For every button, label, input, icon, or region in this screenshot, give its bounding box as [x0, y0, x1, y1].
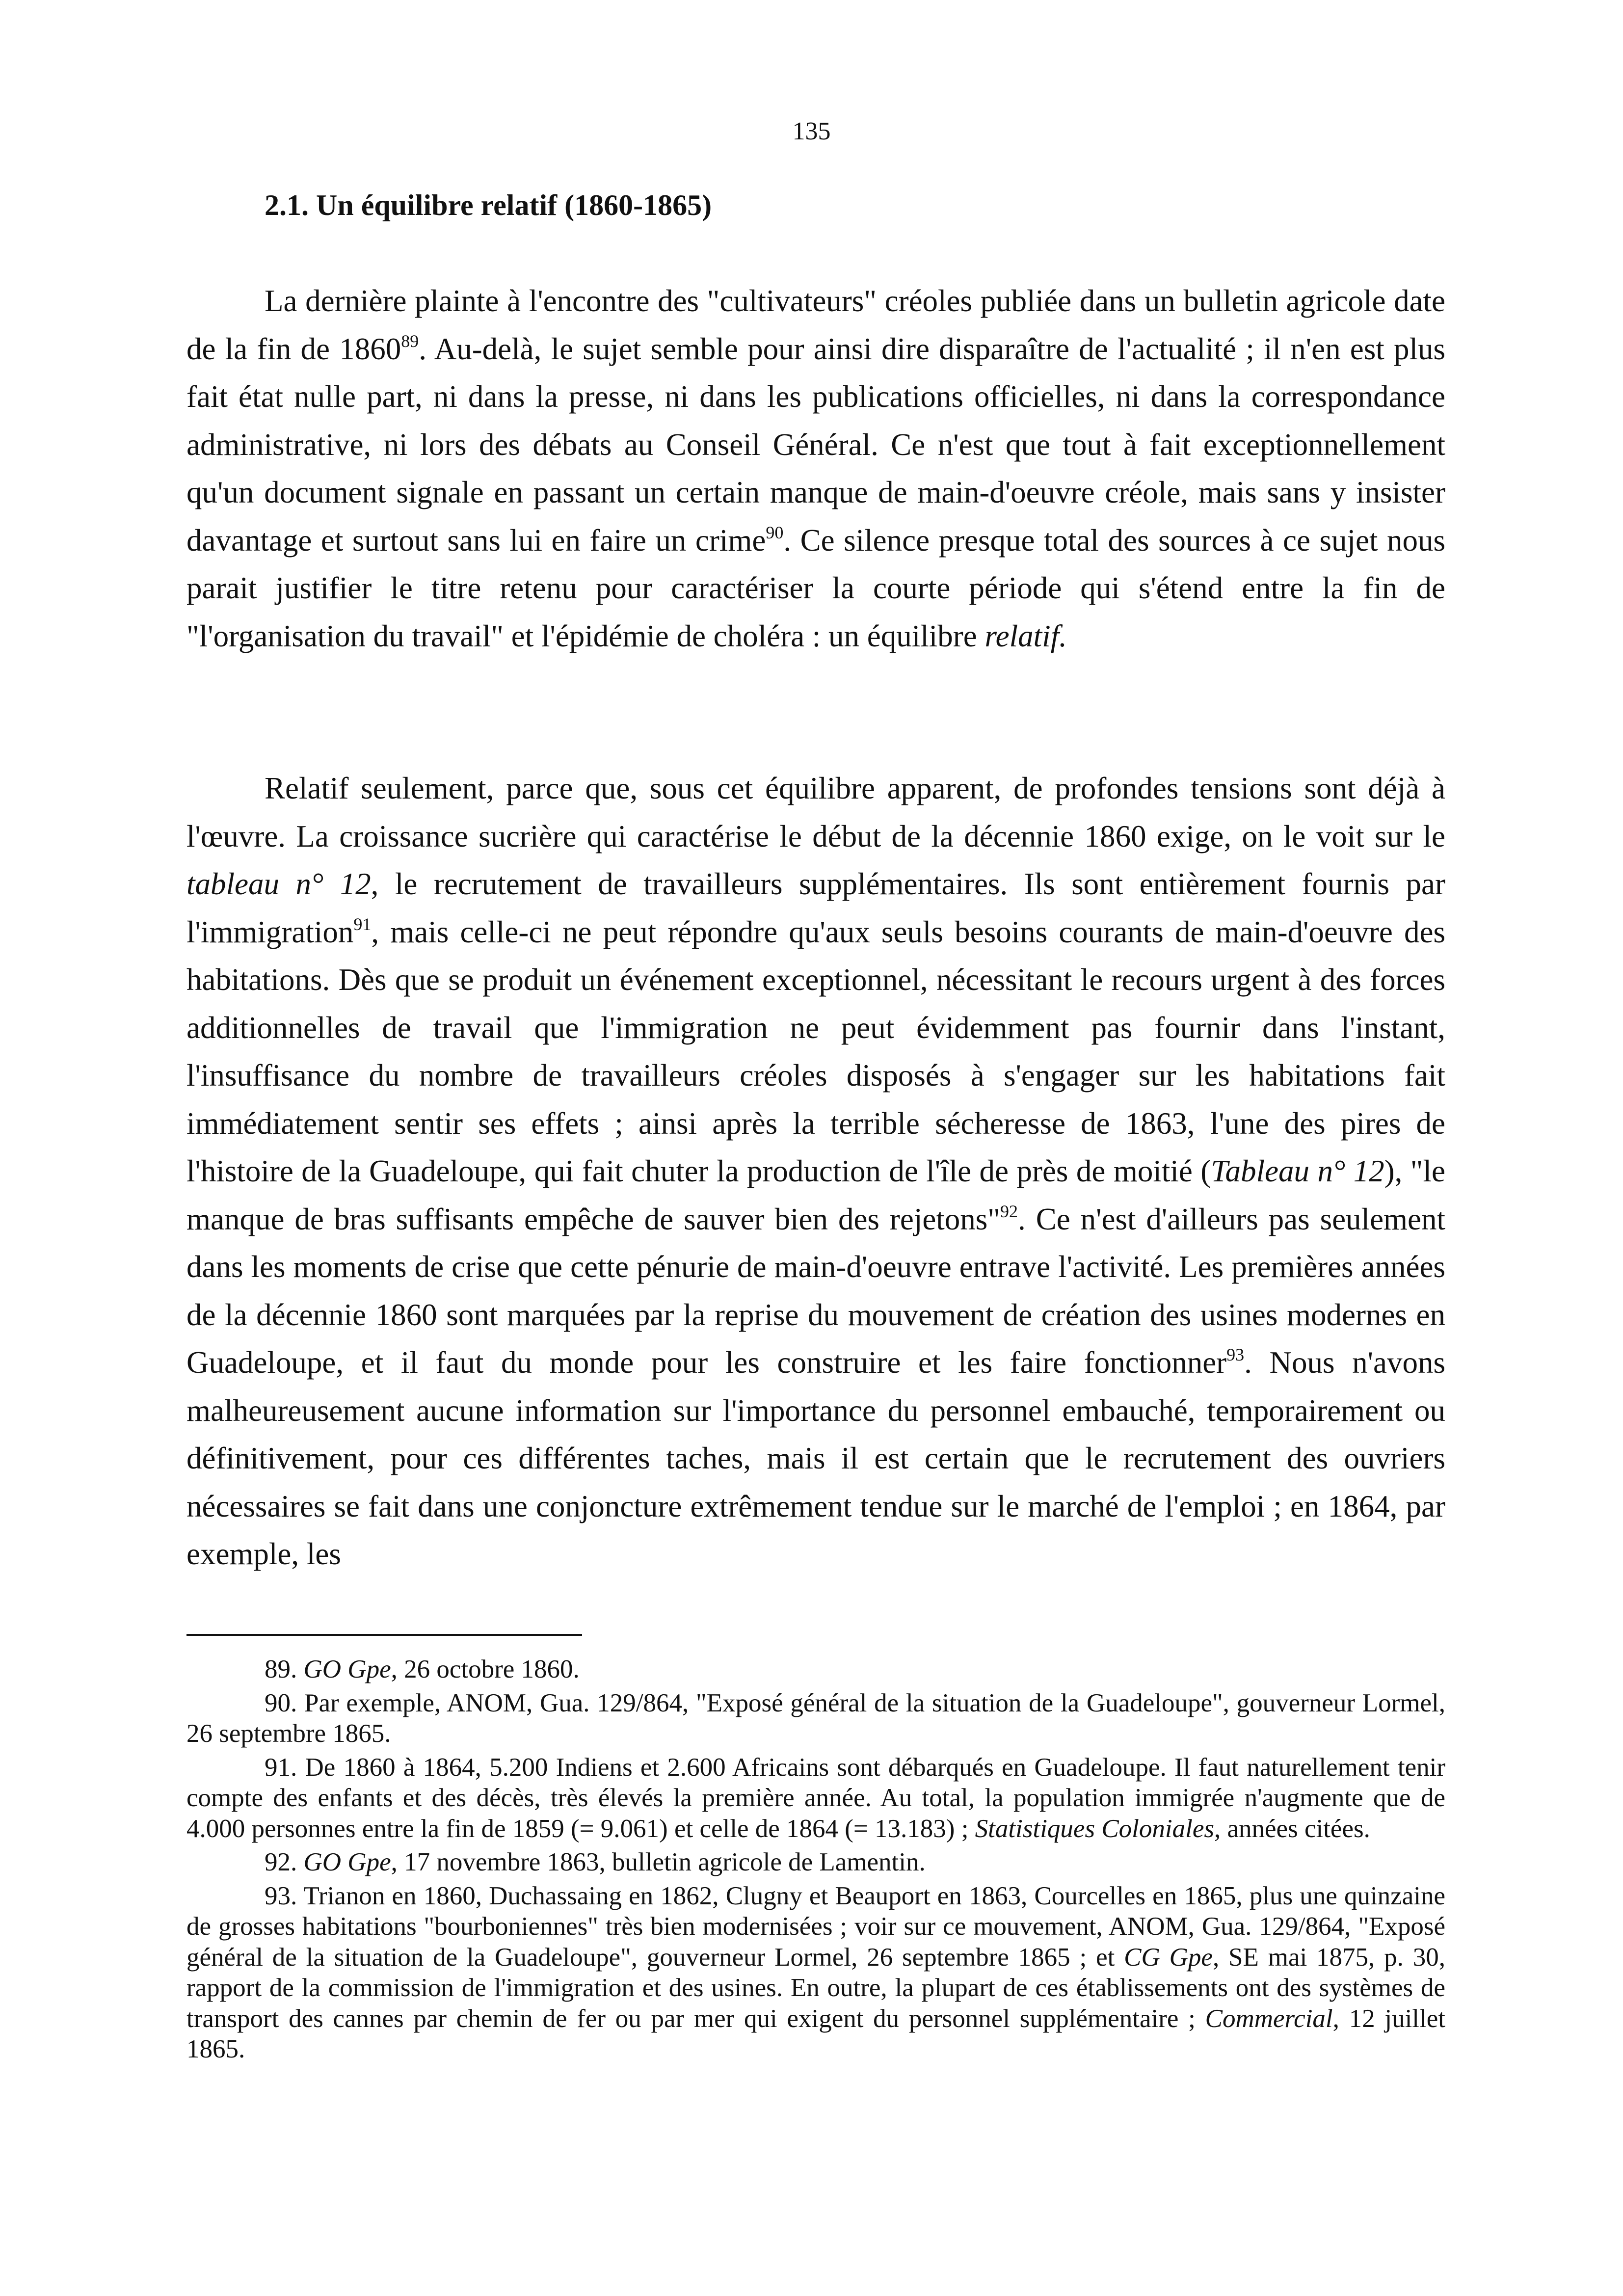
- table-reference: Tableau n° 12: [1211, 1154, 1384, 1188]
- paragraph-2-text-d: ), "le manque de bras suffisants empêche de sauver bien des rejetons": [186, 1154, 1445, 1236]
- paragraph-1-text-c: . Ce silence presque total des sources à ce sujet nous parait justifier le titre retenu pour caractériser la courte période qui s'étend entre la fin de "l'organisation du travail" et l'épidémie de choléra : un équilibre: [186, 523, 1445, 653]
- paragraph-2-text-c: , mais celle-ci ne peut répondre qu'aux seuls besoins courants de main-d'oeuvre des habitations. Dès que se produit un événement exceptionnel, nécessitant le recours urgent à des forces additionnelles de travail que l'immigration ne peut évidemment pas fournir dans l'instant, l'insuffisance du nombre de travailleurs créoles disposés à s'engager sur les habitations fait immédiatement sentir ses effets ; ainsi après la terrible sécheresse de 1863, l'une des pires de l'histoire de la Guadeloupe, qui fait chuter la production de l'île de près de moitié (: [186, 914, 1445, 1188]
- footnote-ref-91[interactable]: 91: [353, 914, 372, 934]
- footnote-ref-93[interactable]: 93: [1226, 1345, 1245, 1364]
- paragraph-1-emphasis: relatif.: [984, 618, 1067, 653]
- section-title: 2.1. Un équilibre relatif (1860-1865): [265, 189, 712, 221]
- footnote-text: , 26 octobre 1860.: [391, 1655, 580, 1683]
- paragraph-1-text-a: La dernière plainte à l'encontre des "cultivateurs" créoles publiée dans un bulletin agricole date de la fin de 1860: [186, 284, 1445, 366]
- footnote-text: De 1860 à 1864, 5.200 Indiens et 2.600 Africains sont débarqués en Guadeloupe. Il faut naturellement tenir compte des enfants et des décès, très élevés la première année. Au total, la population immigrée n'augmente que de 4.000 personnes entre la fin de 1859 (= 9.061) et celle de 1864 (= 13.183) ;: [186, 1753, 1446, 1843]
- footnote-93: [186, 1881, 1445, 2065]
- footnote-number: 90.: [265, 1688, 305, 1717]
- footnote-text-mid: , SE mai 1875, p. 30, rapport de la commission de l'immigration et des usines. En outre, la plupart de ces établissements ont des systèmes de transport des cannes par chemin de fer ou par mer qui exigent du personnel supplémentaire ;: [186, 1943, 1445, 2033]
- footnote-number: 93.: [265, 1881, 304, 1910]
- footnote-source: GO Gpe: [303, 1848, 391, 1876]
- footnote-number: 92.: [265, 1848, 304, 1876]
- footnote-text: Trianon en 1860, Duchassaing en 1862, Clugny et Beauport en 1863, Courcelles en 1865, plus une quinzaine de grosses habitations "bourboniennes" très bien modernisées ; voir sur ce mouvement, ANOM, Gua. 129/864, "Exposé général de la situation de la Guadeloupe", gouverneur Lormel, 26 septembre 1865 ; et: [186, 1881, 1445, 1972]
- footnote-source: Statistiques Coloniales: [975, 1814, 1214, 1843]
- footnote-ref-90[interactable]: 90: [766, 522, 784, 542]
- footnote-text: Par exemple, ANOM, Gua. 129/864, "Exposé général de la situation de la Guadeloupe", gouverneur Lormel, 26 septembre 1865.: [186, 1688, 1446, 1748]
- footnote-89: [186, 1654, 1445, 1685]
- paragraph-2-text-b: , le recrutement de travailleurs supplémentaires. Ils sont entièrement fournis par l'immigration: [186, 867, 1445, 949]
- paragraph-2: [186, 765, 1445, 1578]
- footnotes: [186, 1654, 1445, 2068]
- table-reference: tableau n° 12: [186, 867, 371, 901]
- footnote-ref-92[interactable]: 92: [1000, 1201, 1018, 1221]
- footnote-source-2: Commercial: [1205, 2004, 1333, 2033]
- paragraph-2-text-f: . Nous n'avons malheureusement aucune information sur l'importance du personnel embauché, temporairement ou définitivement, pour ces différentes taches, mais il est certain que le recrutement des ouvriers nécessaires se fait dans une conjoncture extrêmement tendue sur le marché de l'emploi ; en 1864, par exemple, les: [186, 1345, 1445, 1571]
- footnote-separator: [186, 1634, 582, 1636]
- paragraph-2-text-a: Relatif seulement, parce que, sous cet équilibre apparent, de profondes tensions sont déjà à l'œuvre. La croissance sucrière qui caractérise le début de la décennie 1860 exige, on le voit sur le: [186, 771, 1445, 854]
- footnote-ref-89[interactable]: 89: [401, 331, 419, 351]
- footnote-number: 91.: [265, 1753, 305, 1782]
- paragraph-1-text-b: . Au-delà, le sujet semble pour ainsi dire disparaître de l'actualité ; il n'en est plus fait état nulle part, ni dans la presse, ni dans les publications officielles, ni dans la correspondance administrative, ni lors des débats au Conseil Général. Ce n'est que tout à fait exceptionnellement qu'un document signale en passant un certain manque de main-d'oeuvre créole, mais sans y insister davantage et surtout sans lui en faire un crime: [186, 331, 1445, 558]
- paragraph-2-text-e: . Ce n'est d'ailleurs pas seulement dans les moments de crise que cette pénurie de main-d'oeuvre entrave l'activité. Les premières années de la décennie 1860 sont marquées par la reprise du mouvement de création des usines modernes en Guadeloupe, et il faut du monde pour les construire et les faire fonctionner: [186, 1201, 1445, 1380]
- footnote-92: [186, 1847, 1445, 1878]
- footnote-text: , 17 novembre 1863, bulletin agricole de Lamentin.: [391, 1848, 926, 1876]
- footnote-source: CG Gpe: [1124, 1943, 1213, 1972]
- footnote-number: 89.: [265, 1655, 304, 1683]
- footnote-90: [186, 1688, 1445, 1749]
- page-number: 135: [792, 117, 831, 145]
- paragraph-1: [186, 277, 1445, 660]
- footnote-text-end: , 12 juillet 1865.: [186, 2004, 1445, 2063]
- footnote-91: [186, 1752, 1445, 1844]
- footnote-source: GO Gpe: [303, 1655, 391, 1683]
- footnote-text-end: , années citées.: [1214, 1814, 1370, 1843]
